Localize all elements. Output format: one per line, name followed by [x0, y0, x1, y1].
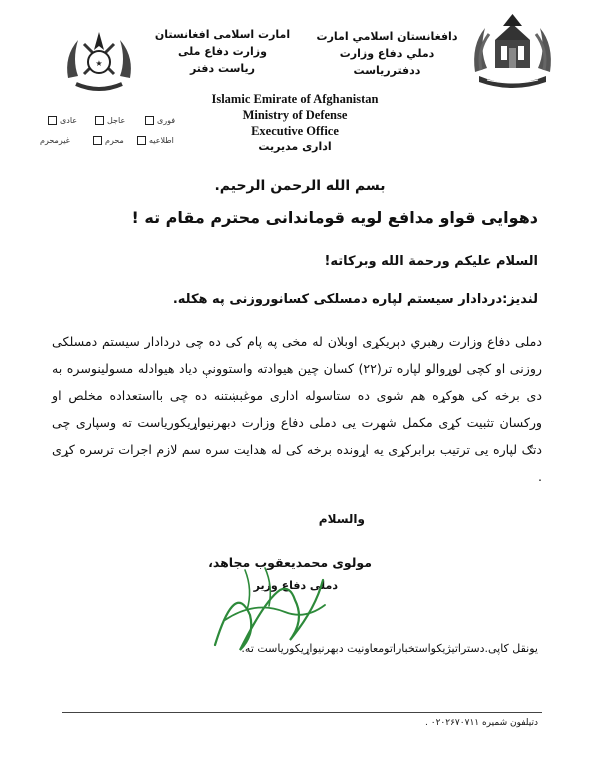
- header-dari-pashto-right: [312, 28, 462, 79]
- signer-name: مولوی محمدیعقوب مجاهد،: [208, 555, 372, 570]
- priority-immediate[interactable]: [95, 116, 125, 125]
- priority-label: عاجل: [107, 116, 126, 125]
- header-english: [160, 91, 430, 155]
- carbon-copy-note: یونقل کاپی.دستراتیژیکواستخباراتومعاونیت دبهرنیواړیکوریاست ته.: [241, 642, 538, 655]
- checkbox[interactable]: [48, 116, 57, 125]
- footer-phone: دتیلفون شمیره ۰۲۰۲۶۷۰۷۱۱ .: [425, 718, 538, 728]
- priority-label: اطلاعیه: [149, 136, 174, 145]
- subject-line: لندیز:دردادار سیستم لپاره دمسلکی کسانوروزنی په هکله.: [172, 292, 538, 307]
- priority-normal[interactable]: [48, 116, 77, 125]
- checkbox[interactable]: [93, 136, 102, 145]
- emirate-emblem-icon: [465, 10, 560, 88]
- priority-notice[interactable]: [137, 136, 174, 145]
- checkbox[interactable]: [137, 136, 146, 145]
- header-left-line: امارت اسلامی افغانستان: [154, 28, 291, 41]
- english-sub-line: اداری مدیریت: [258, 140, 332, 153]
- closing: والسلام: [318, 512, 365, 526]
- checkbox[interactable]: [95, 116, 104, 125]
- english-line: Executive Office: [251, 124, 339, 138]
- addressee: دهوایی قواو مدافع لویه قوماندانی محترم مقام ته !: [131, 208, 538, 227]
- priority-non-confidential[interactable]: [40, 136, 70, 145]
- footer-divider: [62, 712, 542, 713]
- header-left-line: وزارت دفاع ملی: [178, 45, 267, 58]
- priority-checkboxes: [40, 110, 200, 154]
- ministry-of-defense-emblem-icon: [60, 28, 138, 96]
- svg-text:★: ★: [95, 59, 103, 68]
- english-line: Islamic Emirate of Afghanistan: [211, 92, 379, 106]
- signer-title: دملی دفاع وزیر: [253, 579, 338, 592]
- greeting: السلام عليكم ورحمة الله وبركاته!: [324, 254, 538, 269]
- priority-label: عادی: [60, 116, 78, 125]
- header-right-line: دافغانستان اسلامي امارت: [316, 30, 458, 43]
- header-dari-left: [150, 26, 295, 77]
- priority-confidential[interactable]: [93, 136, 124, 145]
- priority-label: محرم: [105, 136, 124, 145]
- header-right-line: دملي دفاع وزارت: [339, 47, 435, 60]
- letter-body: دملی دفاع وزارت رهبري دېریکړی اوبلان له مخی په پام کی ده چی دردادار سیستم دمسلکی روزنی او کچی لوړوالو لپاره تر(۲۲) کسان چین هیوادته واستوونې دیاد هیوادله مسولینوسره به دی برخه کی هوکړه هم شوی ده ستاسوله اداری موغبښتنه ده چی بااستعداده مخلص او ورکسان تثبیت کړی مکمل شهرت یی دملی دفاع وزارت دبهرنیواړیکوریاست ته وسپاری چی دتګ لپاره یی ترتیب برابرکړی یه اړونده برخه کی له هدایت سره سم لازم اجرات ترسره کړی .: [52, 334, 543, 484]
- priority-label: فوری: [157, 116, 176, 125]
- priority-urgent[interactable]: [145, 116, 175, 125]
- checkbox[interactable]: [145, 116, 154, 125]
- header-right-line: ددفترریاست: [353, 64, 421, 77]
- header-left-line: ریاست دفتر: [189, 62, 256, 75]
- priority-label: غیرمحرم: [40, 136, 70, 145]
- basmala: بسم الله الرحمن الرحيم.: [214, 178, 386, 194]
- english-line: Ministry of Defense: [242, 108, 348, 122]
